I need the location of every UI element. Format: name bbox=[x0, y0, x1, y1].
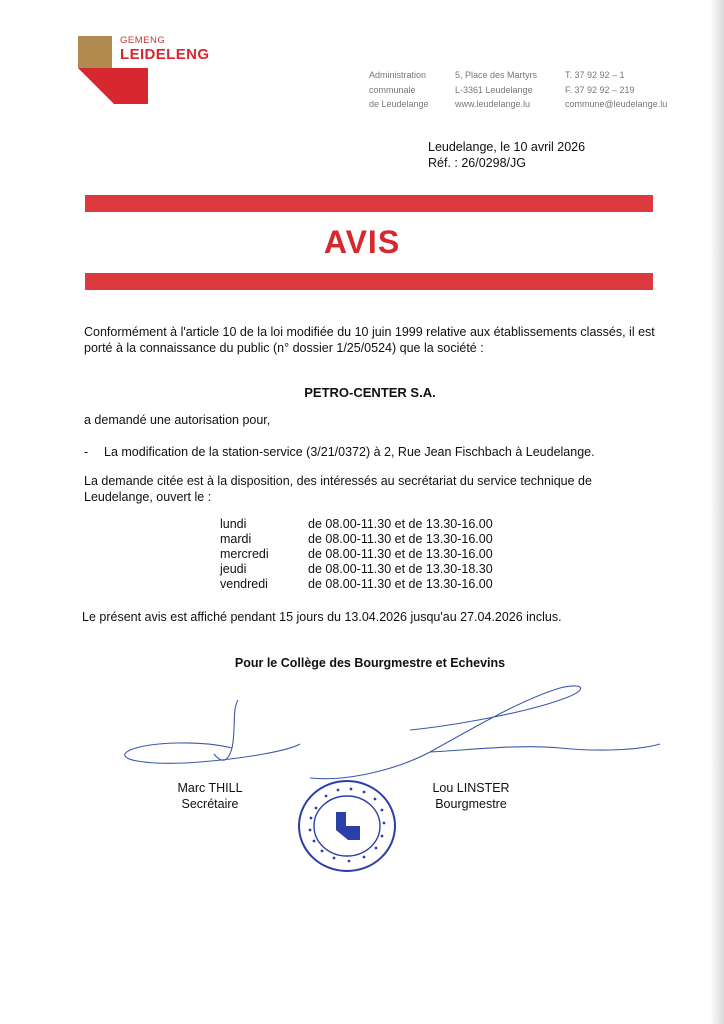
header-email-link[interactable]: commune@leudelange.lu bbox=[565, 99, 668, 109]
schedule-day: lundi bbox=[220, 517, 247, 531]
header-admin-line: Administration bbox=[369, 70, 427, 80]
header-admin-line: communale bbox=[369, 84, 416, 95]
intro-paragraph: Conformément à l'article 10 de la loi modifiée du 10 juin 1999 relative aux établissements classés, il est porté à la connaissance du public (n° dossier 1/25/0524) que la société : bbox=[84, 325, 655, 355]
document-title: AVIS bbox=[323, 224, 401, 260]
schedule-hours: de 08.00-11.30 et de 13.30-16.00 bbox=[308, 577, 493, 591]
signatory-name: Marc THILL bbox=[177, 781, 243, 795]
schedule-day: mercredi bbox=[220, 547, 269, 561]
signatory-name: Lou LINSTER bbox=[432, 781, 510, 795]
header-admin-line: de Leudelange bbox=[369, 99, 429, 109]
header-address bbox=[455, 68, 537, 112]
schedule-hours: de 08.00-11.30 et de 13.30-16.00 bbox=[308, 532, 493, 546]
signatory-mayor bbox=[416, 780, 526, 812]
reference-number: Réf. : 26/0298/JG bbox=[428, 156, 526, 170]
request-line: a demandé une autorisation pour, bbox=[84, 413, 271, 427]
header-phone: T. 37 92 92 – 1 bbox=[565, 70, 625, 80]
schedule-hours: de 08.00-11.30 et de 13.30-16.00 bbox=[308, 547, 493, 561]
schedule-row bbox=[220, 532, 528, 547]
header-administration bbox=[369, 68, 429, 112]
schedule-hours: de 08.00-11.30 et de 13.30-16.00 bbox=[308, 517, 493, 531]
schedule-row bbox=[220, 517, 528, 532]
opening-hours bbox=[220, 517, 528, 592]
header-contact bbox=[565, 68, 667, 112]
schedule-row bbox=[220, 547, 528, 562]
page-edge bbox=[710, 0, 724, 1024]
schedule-row bbox=[220, 562, 528, 577]
signature-linster bbox=[310, 686, 660, 779]
posting-period: Le présent avis est affiché pendant 15 jours du 13.04.2026 jusqu'au 27.04.2026 inclus. bbox=[82, 610, 562, 624]
schedule-row bbox=[220, 577, 528, 592]
signatory-role: Bourgmestre bbox=[435, 797, 507, 811]
header-address-line: L-3361 Leudelange bbox=[455, 84, 533, 95]
company-name: PETRO-CENTER S.A. bbox=[304, 385, 436, 400]
header-website-link[interactable]: www.leudelange.lu bbox=[455, 99, 531, 109]
signature-thill bbox=[125, 700, 300, 763]
availability-paragraph: La demande citée est à la disposition, des intéressés au secrétariat du service technique de Leudelange, ouvert le : bbox=[84, 474, 592, 504]
title-bar-top bbox=[85, 195, 653, 212]
logo-text-leideleng: LEIDELENG bbox=[120, 46, 210, 63]
bullet-dash: - bbox=[84, 445, 89, 459]
official-seal-icon bbox=[296, 778, 398, 874]
date-reference bbox=[428, 139, 585, 171]
schedule-day: vendredi bbox=[220, 577, 268, 591]
schedule-day: mardi bbox=[220, 532, 252, 546]
bullet-item bbox=[84, 444, 656, 460]
logo-text-gemeng: GEMENG bbox=[120, 35, 166, 46]
schedule-day: jeudi bbox=[220, 562, 247, 576]
college-line: Pour le Collège des Bourgmestre et Echevins bbox=[234, 656, 506, 670]
signatory-secretary bbox=[160, 780, 260, 812]
signatory-role: Secrétaire bbox=[181, 797, 239, 811]
header-fax: F. 37 92 92 – 219 bbox=[565, 84, 635, 95]
title-bar-bottom bbox=[85, 273, 653, 290]
bullet-text: La modification de la station-service (3/21/0372) à 2, Rue Jean Fischbach à Leudelange. bbox=[104, 445, 595, 459]
place-date: Leudelange, le 10 avril 2026 bbox=[428, 140, 586, 154]
header-address-line: 5, Place des Martyrs bbox=[455, 70, 538, 80]
schedule-hours: de 08.00-11.30 et de 13.30-18.30 bbox=[308, 562, 493, 576]
